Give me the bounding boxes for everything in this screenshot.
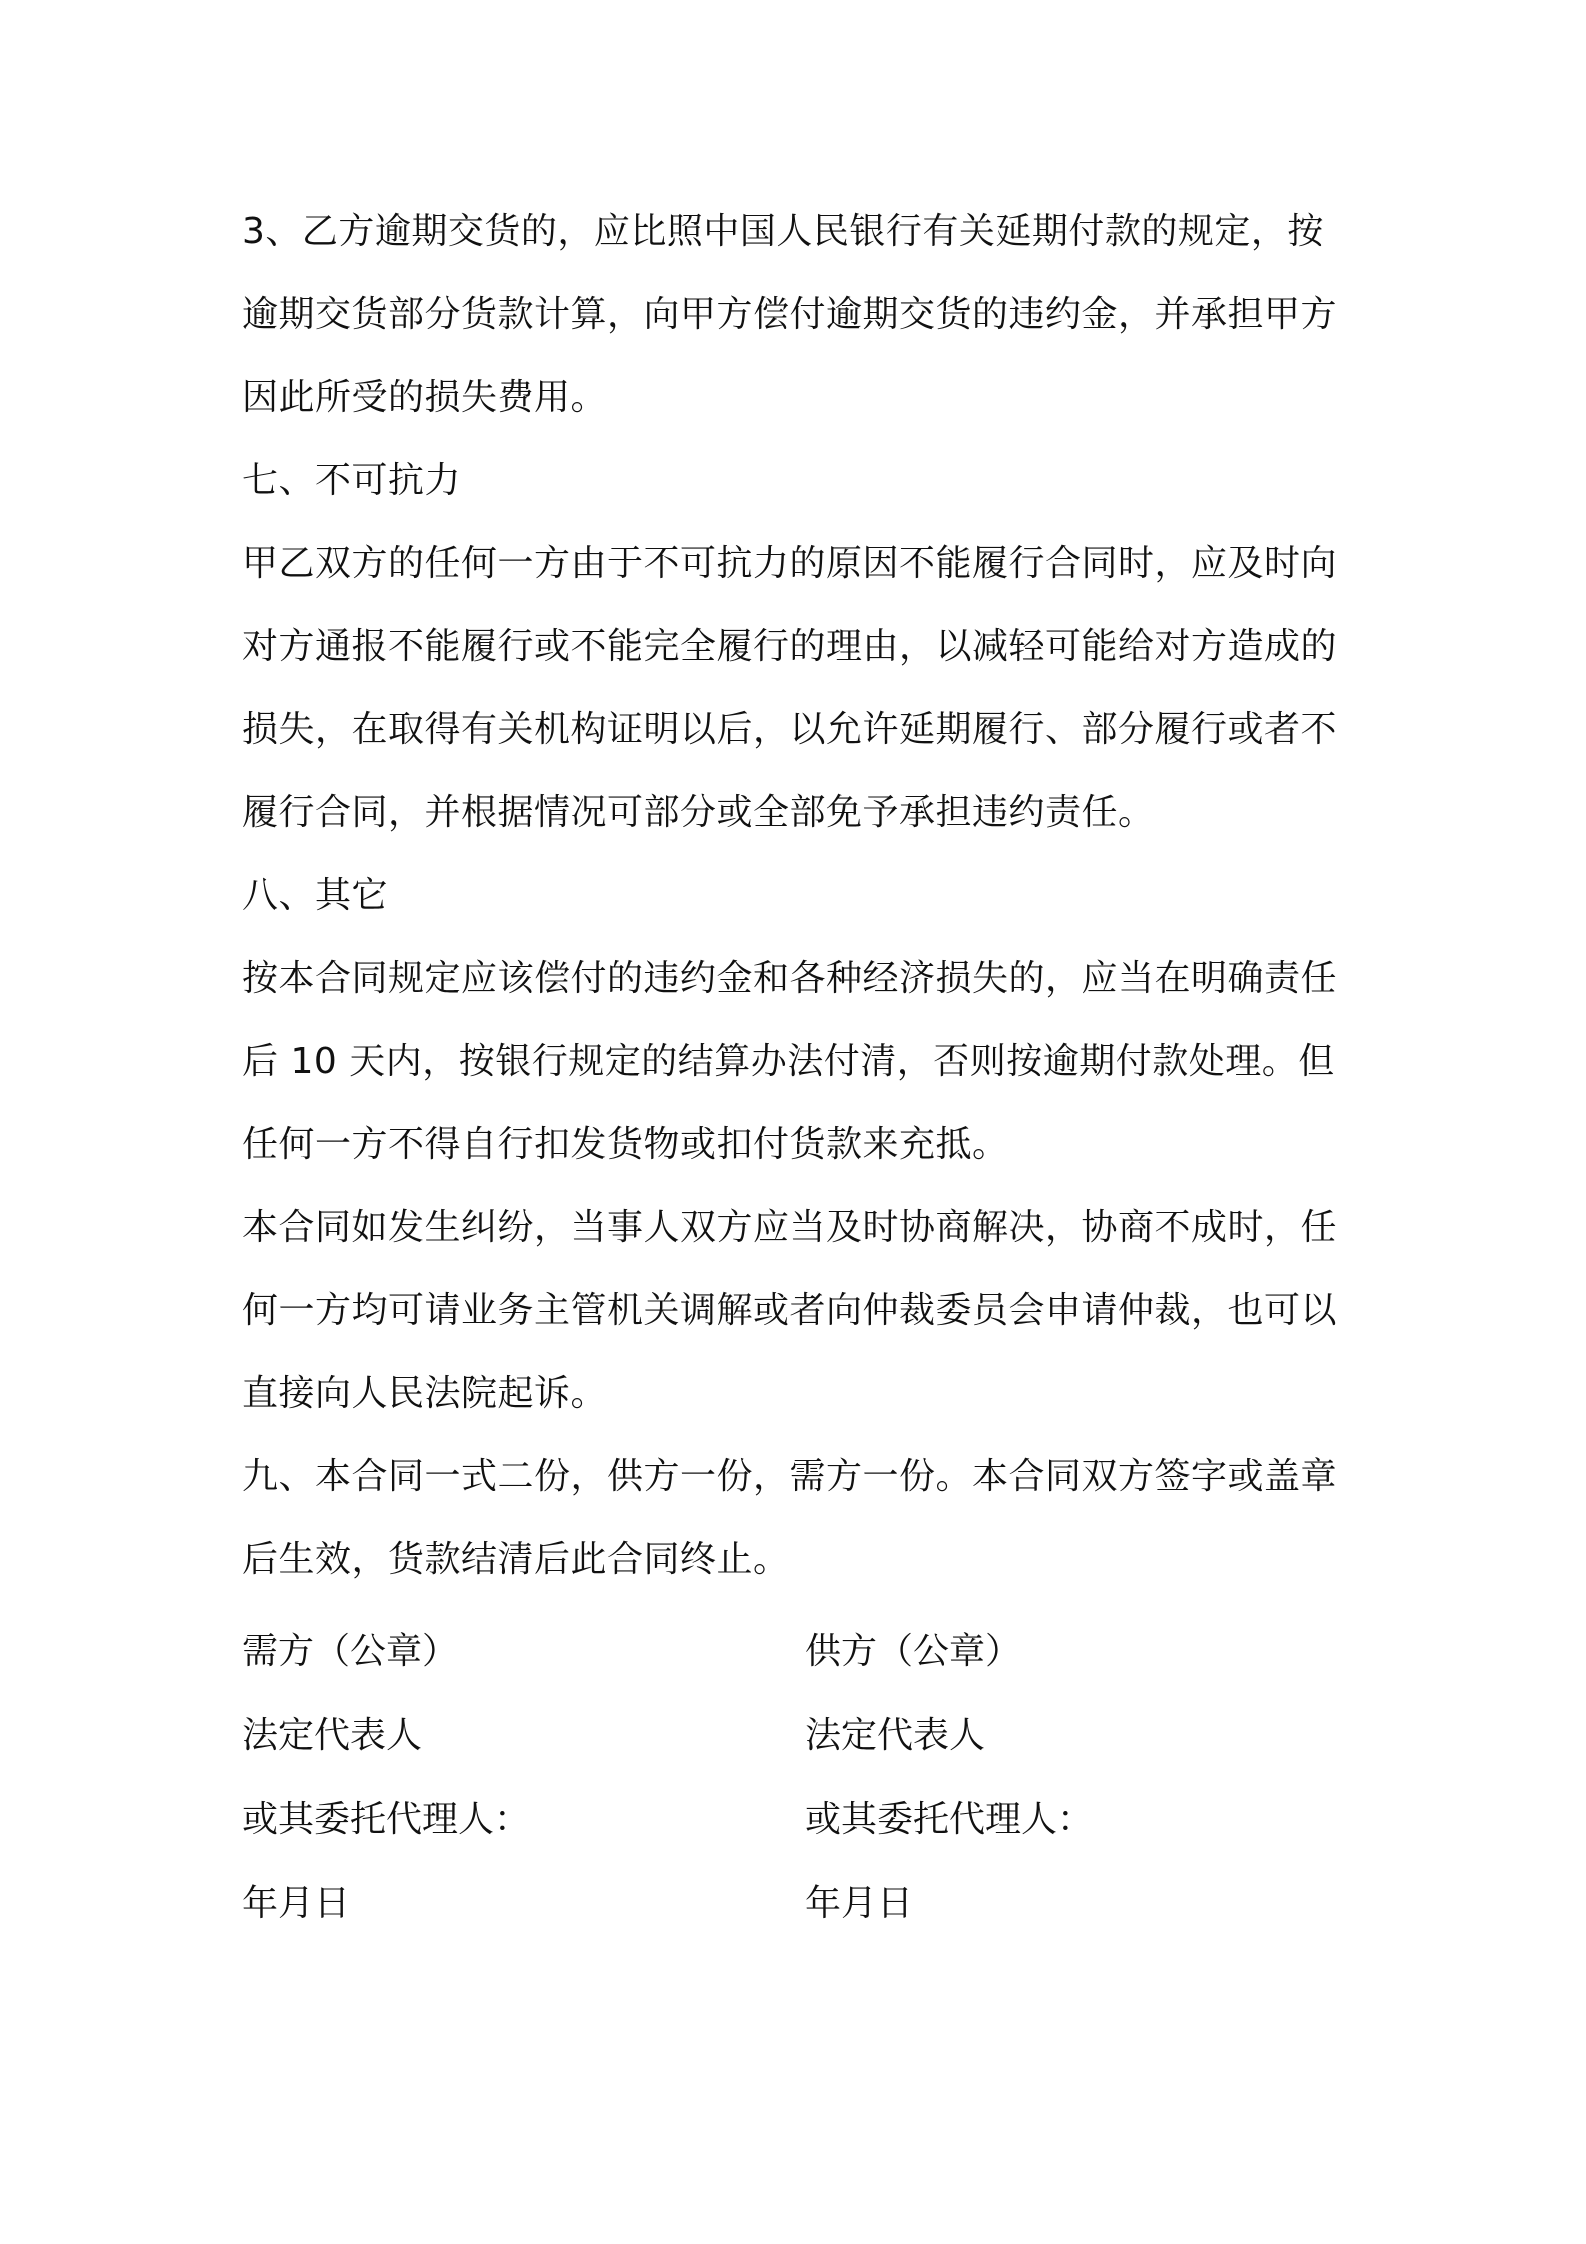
signature-row-date (242, 1862, 1352, 1946)
contract-body (242, 190, 1352, 1601)
buyer-date-label: 年月日 (242, 1883, 351, 1924)
section-8-para-2-line-1: 本合同如发生纠纷，当事人双方应当及时协商解决，协商不成时，任 (242, 1207, 1338, 1248)
signature-row-seal (242, 1610, 1352, 1694)
section-7-line-1: 甲乙双方的任何一方由于不可抗力的原因不能履行合同时，应及时向 (242, 543, 1338, 584)
clause-3-line-2: 逾期交货部分货款计算，向甲方偿付逾期交货的违约金，并承担甲方 (242, 294, 1338, 335)
signature-block (242, 1610, 1352, 1946)
supplier-representative-label: 法定代表人 (805, 1715, 986, 1756)
supplier-seal-label: 供方（公章） (805, 1631, 1022, 1672)
section-8-para-2-line-3: 直接向人民法院起诉。 (242, 1373, 608, 1414)
section-8-para-1-line-1: 按本合同规定应该偿付的违约金和各种经济损失的，应当在明确责任 (242, 958, 1338, 999)
section-8-heading: 八、其它 (242, 875, 389, 916)
supplier-date-label: 年月日 (805, 1883, 914, 1924)
section-7-line-2: 对方通报不能履行或不能完全履行的理由，以减轻可能给对方造成的 (242, 626, 1338, 667)
section-9-line-2: 后生效，货款结清后此合同终止。 (242, 1539, 790, 1580)
supplier-agent-label: 或其委托代理人： (805, 1799, 1094, 1840)
signature-row-representative (242, 1694, 1352, 1778)
buyer-representative-label: 法定代表人 (242, 1715, 423, 1756)
clause-3-line-1: 3、乙方逾期交货的，应比照中国人民银行有关延期付款的规定，按 (242, 211, 1324, 252)
section-8-para-1-line-3: 任何一方不得自行扣发货物或扣付货款来充抵。 (242, 1124, 1009, 1165)
section-8-para-2-line-2: 何一方均可请业务主管机关调解或者向仲裁委员会申请仲裁，也可以 (242, 1290, 1338, 1331)
clause-3-line-3: 因此所受的损失费用。 (242, 377, 608, 418)
section-7-heading: 七、不可抗力 (242, 460, 462, 501)
section-8-para-1-line-2: 后 10 天内，按银行规定的结算办法付清，否则按逾期付款处理。但 (242, 1041, 1335, 1082)
section-7-line-4: 履行合同，并根据情况可部分或全部免予承担违约责任。 (242, 792, 1155, 833)
signature-row-agent (242, 1778, 1352, 1862)
section-7-line-3: 损失，在取得有关机构证明以后，以允许延期履行、部分履行或者不 (242, 709, 1338, 750)
buyer-seal-label: 需方（公章） (242, 1631, 459, 1672)
buyer-agent-label: 或其委托代理人： (242, 1799, 531, 1840)
section-9-line-1: 九、本合同一式二份，供方一份，需方一份。本合同双方签字或盖章 (242, 1456, 1338, 1497)
